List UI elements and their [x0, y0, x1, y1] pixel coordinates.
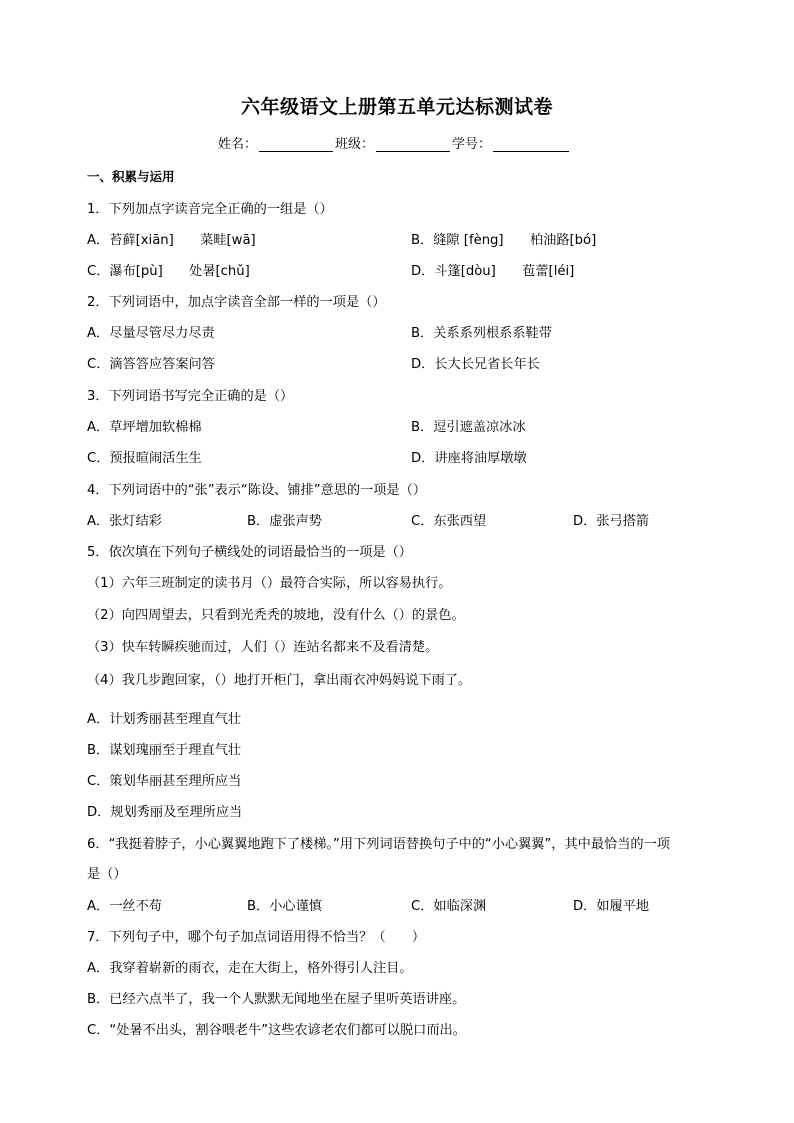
q5-sentence-1: （1）六年三班制定的读书月（）最符合实际，所以容易执行。	[87, 576, 452, 591]
q3-option-b: B．逗引遮盖凉冰冰	[411, 420, 526, 435]
q6-option-c: C．如临深渊	[411, 899, 487, 914]
q2-option-d: D．长大长兄省长年长	[411, 357, 540, 372]
q4-option-d: D．张弓搭箭	[573, 514, 650, 529]
q5-option-d: D．规划秀丽及至理所应当	[87, 805, 243, 820]
section-heading: 一、积累与运用	[87, 169, 175, 184]
name-label: 姓名：	[218, 137, 258, 152]
q3-option-d: D．讲座将油厚墩墩	[411, 451, 527, 466]
class-label: 班级：	[335, 137, 375, 152]
q5-sentence-2: （2）向四周望去，只看到光秃秃的坡地，没有什么（）的景色。	[87, 608, 465, 623]
q6-option-b: B．小心谨慎	[247, 899, 322, 914]
page-title: 六年级语文上册第五单元达标测试卷	[240, 96, 553, 118]
q2-option-c: C．滴答答应答案问答	[87, 357, 215, 372]
q3-option-a: A．草坪增加软棉棉	[87, 420, 202, 435]
q5-sentence-3: （3）快车转瞬疾驰而过，人们（）连站名都来不及看清楚。	[87, 640, 439, 655]
q1-option-b: B．缝隙 [fèng] 柏油路[bó]	[411, 233, 597, 248]
student-info-row	[218, 133, 571, 152]
number-label: 学号：	[452, 137, 492, 152]
q3-stem: 3．下列词语书写完全正确的是（）	[87, 389, 294, 404]
q7-option-b: B．已经六点半了，我一个人默默无闻地坐在屋子里听英语讲座。	[87, 992, 466, 1007]
q6-option-a: A．一丝不苟	[87, 899, 162, 914]
q5-stem: 5．依次填在下列句子横线处的词语最恰当的一项是（）	[87, 545, 412, 560]
q4-stem: 4．下列词语中的“张”表示“陈设、铺排”意思的一项是（）	[87, 483, 427, 498]
q6-option-d: D．如履平地	[573, 899, 650, 914]
q1-option-d: D．斗篷[dòu] 苞蕾[léi]	[411, 264, 575, 279]
q2-stem: 2．下列词语中，加点字读音全部一样的一项是（）	[87, 295, 386, 310]
q4-option-a: A．张灯结彩	[87, 514, 162, 529]
q1-option-c: C．瀑布[pù] 处暑[chǔ]	[87, 264, 250, 279]
q6-stem-line1: 6．“我挺着脖子，小心翼翼地跑下了楼梯。”用下列词语替换句子中的“小心翼翼”，其中最恰当的一项	[87, 837, 670, 852]
q5-option-b: B．谋划瑰丽至于理直气壮	[87, 743, 242, 758]
q2-option-a: A．尽量尽管尽力尽责	[87, 326, 215, 341]
q3-option-c: C．预报暄闹活生生	[87, 451, 202, 466]
q7-stem: 7．下列句子中，哪个句子加点词语用得不恰当？（ ）	[87, 930, 426, 945]
number-blank[interactable]	[493, 137, 569, 152]
q1-option-a: A．苔藓[xiān] 菜畦[wā]	[87, 233, 256, 248]
class-blank[interactable]	[376, 137, 450, 152]
q6-stem-line2: 是（）	[87, 867, 127, 882]
q4-option-c: C．东张西望	[411, 514, 487, 529]
q4-option-b: B．虚张声势	[247, 514, 322, 529]
q1-stem: 1．下列加点字读音完全正确的一组是（）	[87, 202, 333, 217]
q5-option-c: C．策划华丽甚至理所应当	[87, 774, 242, 789]
q7-option-a: A．我穿着崭新的雨衣，走在大街上，格外得引人注目。	[87, 961, 413, 976]
name-blank[interactable]	[259, 137, 333, 152]
q7-option-c: C．“处暑不出头，割谷喂老牛”这些农谚老农们都可以脱口而出。	[87, 1023, 466, 1038]
q5-option-a: A．计划秀丽甚至理直气壮	[87, 712, 242, 727]
q2-option-b: B．关系系列根系系鞋带	[411, 326, 552, 341]
q5-sentence-4: （4）我几步跑回家，（）地打开柜门，拿出雨衣冲妈妈说下雨了。	[87, 673, 472, 688]
